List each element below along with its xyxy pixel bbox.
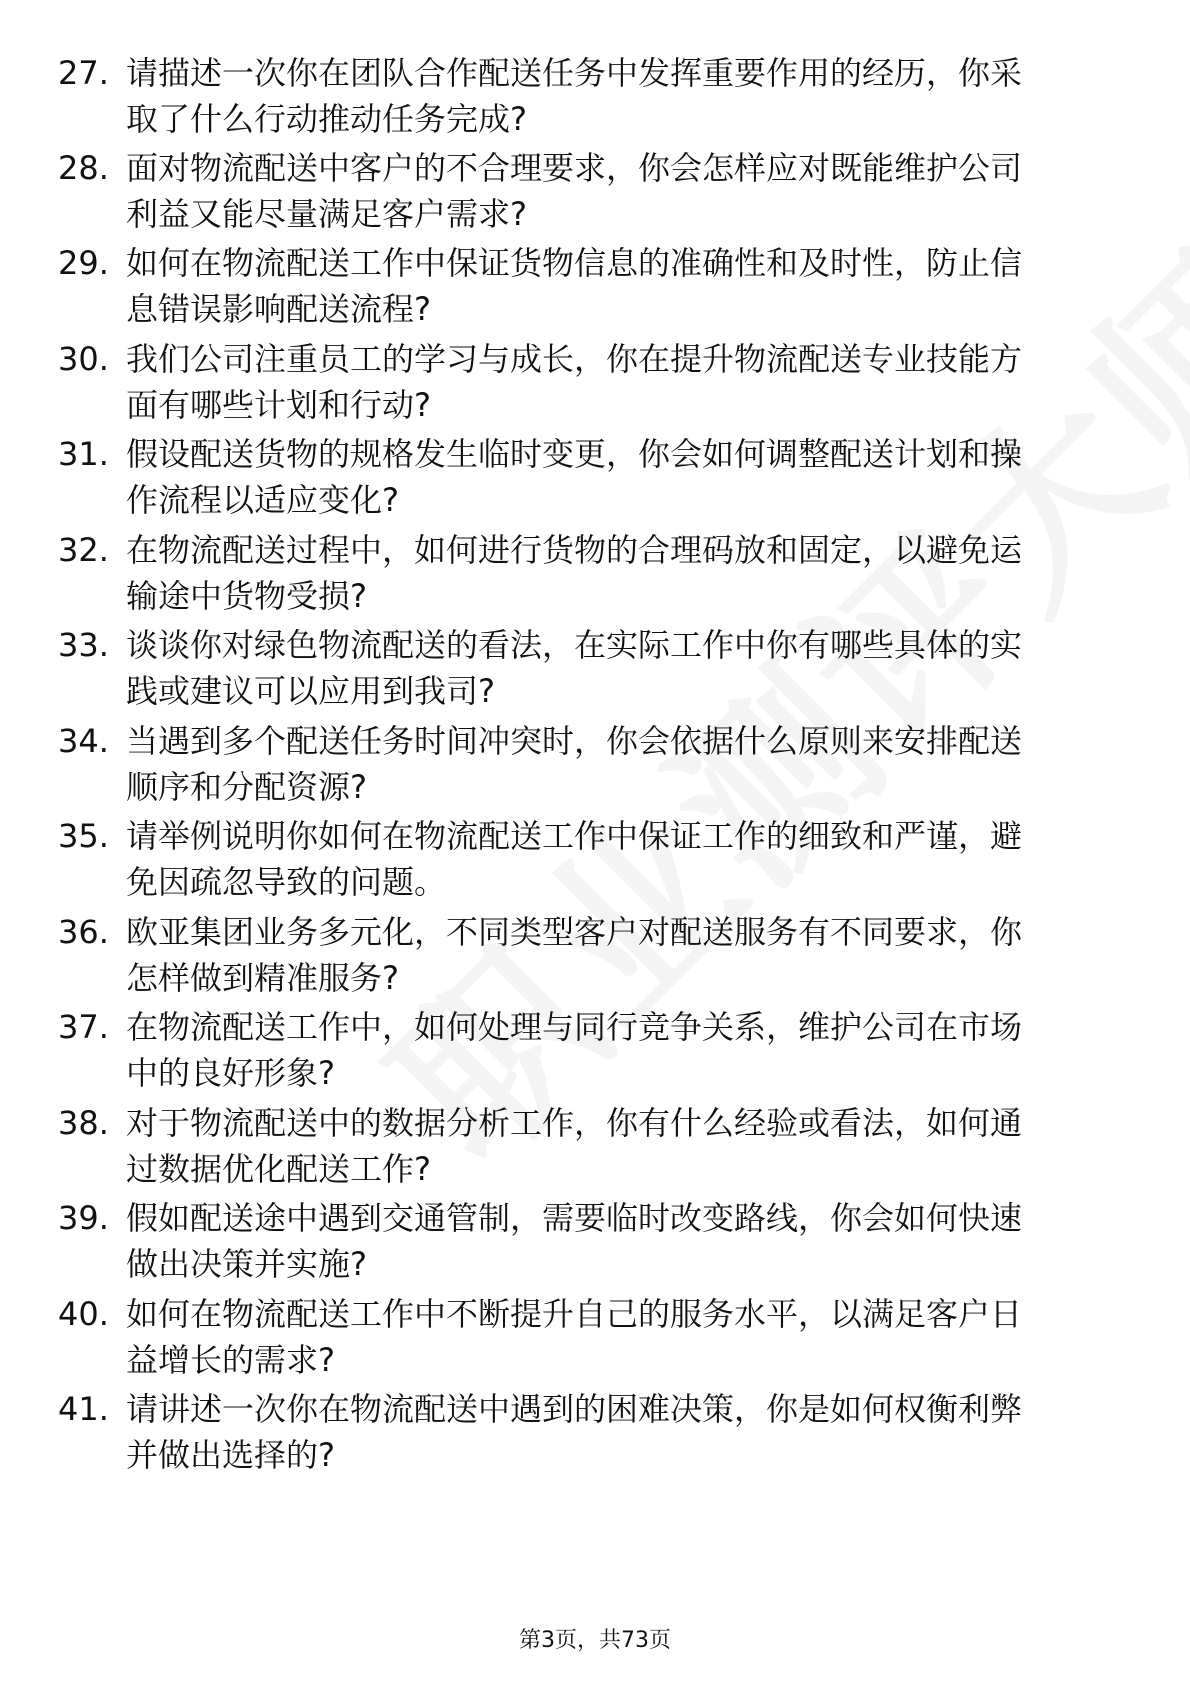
question-number: 37. [58, 1008, 109, 1046]
question-text [126, 1004, 1106, 1096]
question-item [0, 50, 1190, 140]
question-line: 益增长的需求? [126, 1341, 335, 1379]
question-item [0, 1291, 1190, 1381]
question-number: 39. [58, 1199, 109, 1237]
question-item [0, 240, 1190, 330]
question-item [0, 1004, 1190, 1094]
question-text [126, 622, 1106, 714]
question-number: 41. [58, 1390, 109, 1428]
question-item [0, 1195, 1190, 1285]
question-line: 假设配送货物的规格发生临时变更，你会如何调整配送计划和操 [126, 435, 1023, 473]
question-line: 我们公司注重员工的学习与成长，你在提升物流配送专业技能方 [126, 340, 1023, 378]
question-number: 36. [58, 913, 109, 951]
question-number: 31. [58, 435, 109, 473]
question-text [126, 1291, 1106, 1383]
question-line: 息错误影响配送流程? [126, 290, 431, 328]
question-line: 做出决策并实施? [126, 1245, 367, 1283]
question-item [0, 1100, 1190, 1190]
question-line: 谈谈你对绿色物流配送的看法，在实际工作中你有哪些具体的实 [126, 626, 1023, 664]
question-number: 40. [58, 1295, 109, 1333]
question-line: 并做出选择的? [126, 1436, 335, 1474]
question-line: 请描述一次你在团队合作配送任务中发挥重要作用的经历，你采 [126, 54, 1023, 92]
question-item [0, 527, 1190, 617]
question-line: 请举例说明你如何在物流配送工作中保证工作的细致和严谨，避 [126, 817, 1023, 855]
question-line: 中的良好形象? [126, 1054, 335, 1092]
question-line: 顺序和分配资源? [126, 768, 367, 806]
question-number: 29. [58, 244, 109, 282]
question-item [0, 431, 1190, 521]
question-text [126, 813, 1106, 905]
question-line: 欧亚集团业务多元化，不同类型客户对配送服务有不同要求，你 [126, 913, 1023, 951]
question-text [126, 909, 1106, 1001]
question-line: 践或建议可以应用到我司? [126, 672, 495, 710]
question-text [126, 50, 1106, 142]
question-item [0, 813, 1190, 903]
question-number: 32. [58, 531, 109, 569]
question-text [126, 431, 1106, 523]
question-text [126, 1195, 1106, 1287]
question-item [0, 909, 1190, 999]
question-item [0, 1386, 1190, 1476]
question-line: 怎样做到精准服务? [126, 959, 399, 997]
question-line: 在物流配送过程中，如何进行货物的合理码放和固定，以避免运 [126, 531, 1023, 569]
question-line: 如何在物流配送工作中不断提升自己的服务水平，以满足客户日 [126, 1295, 1023, 1333]
question-number: 27. [58, 54, 109, 92]
question-number: 34. [58, 722, 109, 760]
page-number-label: 第3页，共73页 [519, 1628, 671, 1653]
question-item [0, 622, 1190, 712]
page-footer [0, 1626, 1190, 1656]
question-number: 33. [58, 626, 109, 664]
question-line: 输途中货物受损? [126, 577, 367, 615]
question-line: 作流程以适应变化? [126, 481, 399, 519]
question-line: 请讲述一次你在物流配送中遇到的困难决策，你是如何权衡利弊 [126, 1390, 1023, 1428]
question-item [0, 336, 1190, 426]
question-number: 35. [58, 817, 109, 855]
question-line: 面对物流配送中客户的不合理要求，你会怎样应对既能维护公司 [126, 149, 1023, 187]
question-text [126, 718, 1106, 810]
question-line: 面有哪些计划和行动? [126, 386, 431, 424]
question-text [126, 145, 1106, 237]
question-text [126, 336, 1106, 428]
question-number: 28. [58, 149, 109, 187]
question-item [0, 145, 1190, 235]
question-line: 免因疏忽导致的问题。 [126, 863, 447, 901]
question-line: 过数据优化配送工作? [126, 1150, 431, 1188]
question-number: 30. [58, 340, 109, 378]
question-item [0, 718, 1190, 808]
question-text [126, 527, 1106, 619]
question-text [126, 1100, 1106, 1192]
question-line: 当遇到多个配送任务时间冲突时，你会依据什么原则来安排配送 [126, 722, 1023, 760]
question-line: 假如配送途中遇到交通管制，需要临时改变路线，你会如何快速 [126, 1199, 1023, 1237]
question-line: 对于物流配送中的数据分析工作，你有什么经验或看法，如何通 [126, 1104, 1023, 1142]
question-line: 如何在物流配送工作中保证货物信息的准确性和及时性，防止信 [126, 244, 1023, 282]
question-text [126, 240, 1106, 332]
question-line: 利益又能尽量满足客户需求? [126, 195, 527, 233]
question-line: 取了什么行动推动任务完成? [126, 100, 527, 138]
question-text [126, 1386, 1106, 1478]
question-number: 38. [58, 1104, 109, 1142]
question-line: 在物流配送工作中，如何处理与同行竞争关系，维护公司在市场 [126, 1008, 1023, 1046]
